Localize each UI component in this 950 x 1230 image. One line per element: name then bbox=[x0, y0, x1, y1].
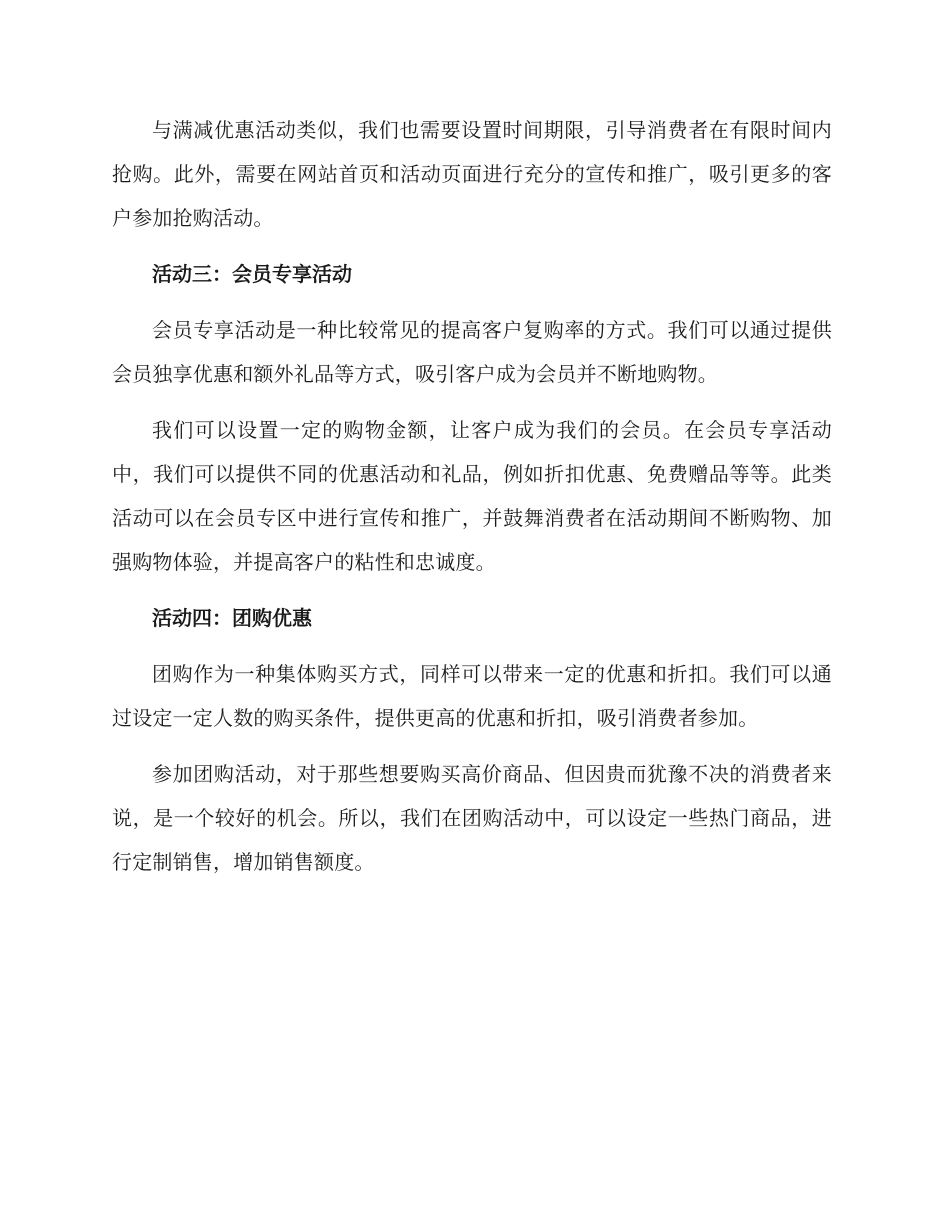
document-page bbox=[112, 108, 832, 884]
heading-activity-four: 活动四：团购优惠 bbox=[152, 606, 312, 630]
paragraph-flash-sale-timing: 与满减优惠活动类似，我们也需要设置时间期限，引导消费者在有限时间内抢购。此外，需要在网站首页和活动页面进行充分的宣传和推广，吸引更多的客户参加抢购活动。 bbox=[112, 118, 832, 230]
paragraph-group-buy-details: 参加团购活动，对于那些想要购买高价商品、但因贵而犹豫不决的消费者来说，是一个较好的机会。所以，我们在团购活动中，可以设定一些热门商品，进行定制销售，增加销售额度。 bbox=[112, 762, 832, 874]
paragraph-member-details: 我们可以设置一定的购物金额，让客户成为我们的会员。在会员专享活动中，我们可以提供不同的优惠活动和礼品，例如折扣优惠、免费赠品等等。此类活动可以在会员专区中进行宣传和推广，并鼓舞消费者在活动期间不断购物、加强购物体验，并提高客户的粘性和忠诚度。 bbox=[112, 418, 832, 574]
paragraph-group-buy-intro: 团购作为一种集体购买方式，同样可以带来一定的优惠和折扣。我们可以通过设定一定人数的购买条件，提供更高的优惠和折扣，吸引消费者参加。 bbox=[112, 662, 832, 730]
heading-activity-three: 活动三：会员专享活动 bbox=[152, 262, 352, 286]
paragraph-member-intro: 会员专享活动是一种比较常见的提高客户复购率的方式。我们可以通过提供会员独享优惠和额外礼品等方式，吸引客户成为会员并不断地购物。 bbox=[112, 318, 832, 386]
